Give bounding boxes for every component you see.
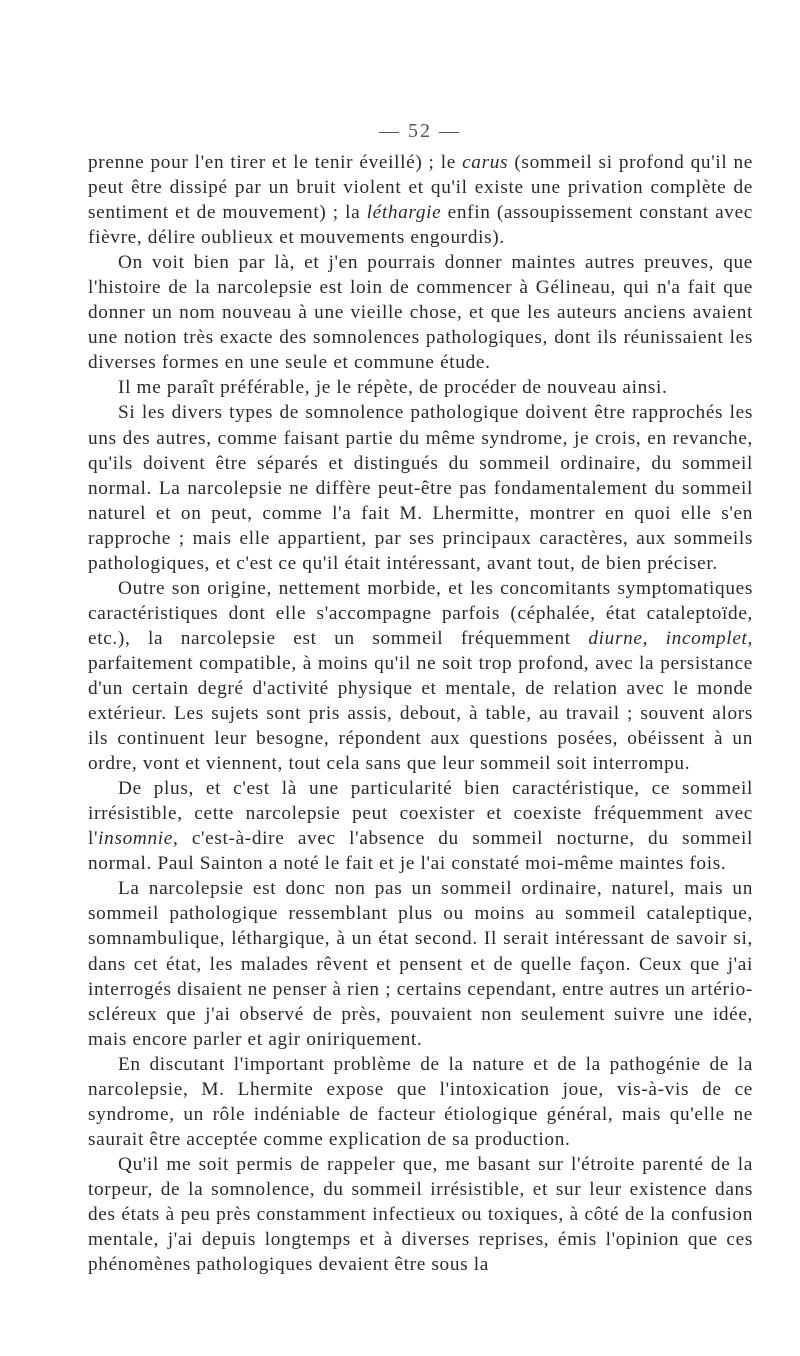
paragraph: [88, 1152, 753, 1277]
italic-term: insomnie,: [98, 828, 179, 850]
text-run: La narcolepsie est donc non pas un sommeil ordinaire, naturel, mais un sommeil pathologique ressemblant plus ou moins au sommeil cataleptique, somnambulique, léthargique, à un état second. Il serait intéressant de savoir si, dans cet état, les malades rêvent et pensent et de quelle façon. Ceux que j'ai interrogés disaient ne penser à rien ; certains cependant, entre autres un artério-scléreux que j'ai observé de près, pouvaient non seulement suivre une idée, mais encore parler et agir oniriquement.: [88, 878, 753, 1050]
text-run: Outre son origine, nettement morbide, et les concomitants symptomatiques caractéristiques dont elle s'accompagne parfois (céphalée, état cataleptoïde, etc.), la narcolepsie est un sommeil fréquemment: [88, 577, 753, 649]
text-run: Qu'il me soit permis de rappeler que, me basant sur l'étroite parenté de la torpeur, de la somnolence, du sommeil irrésistible, et sur leur existence dans des états à peu près constamment infectieux ou toxiques, à côté de la confusion mentale, j'ai depuis longtemps et à diverses reprises, émis l'opinion que ces phénomènes pathologiques devaient être sous la: [88, 1153, 753, 1276]
page-number: — 52 —: [379, 120, 461, 142]
text-run: En discutant l'important problème de la nature et de la pathogénie de la narcolepsie, M. Lhermite expose que l'intoxication joue, vis-à-vis de ce syndrome, un rôle indéniable de facteur étiologique général, mais qu'elle ne saurait être acceptée comme explication de sa production.: [88, 1053, 753, 1150]
text-run: prenne pour l'en tirer et le tenir éveillé) ; le: [88, 152, 463, 173]
body-text: [88, 150, 753, 1277]
italic-term: diurne, incomplet,: [588, 627, 753, 649]
paragraph: [88, 400, 753, 575]
italic-term: carus: [462, 152, 509, 173]
text-run: parfaitement compatible, à moins qu'il ne soit trop profond, avec la persistance d'un certain degré d'activité physique et mentale, de relation avec le monde extérieur. Les sujets sont pris assis, debout, à table, au travail ; souvent alors ils continuent leur besogne, répondent aux questions posées, obéissent à un ordre, vont et viennent, tout cela sans que leur sommeil soit interrompu.: [88, 652, 753, 775]
text-run: Il me paraît préférable, je le répète, de procéder de nouveau ainsi.: [118, 377, 668, 399]
text-run: (sommeil si profond qu'il ne peut être dissipé par un bruit violent et qu'il existe une privation complète de sentiment et de mouvement) ; la: [88, 152, 753, 224]
paragraph: [88, 150, 753, 250]
paragraph: [88, 1052, 753, 1152]
paragraph: [88, 576, 753, 776]
paragraph: [88, 375, 753, 400]
text-run: On voit bien par là, et j'en pourrais donner maintes autres preuves, que l'histoire de la narcolepsie est loin de commencer à Gélineau, qui n'a fait que donner un nom nouveau à une vieille chose, et que les auteurs anciens avaient une notion très exacte des somnolences pathologiques, dont ils réunissaient les diverses formes en une seule et commune étude.: [88, 252, 753, 374]
paragraph: [88, 250, 753, 375]
italic-term: léthargie: [366, 202, 442, 224]
text-run: enfin (assoupissement constant avec fièvre, délire oublieux et mouvements engourdis).: [88, 202, 753, 249]
text-run: c'est-à-dire avec l'absence du sommeil nocturne, du sommeil normal. Paul Sainton a noté le fait et je l'ai constaté moi-même maintes fois.: [88, 828, 753, 875]
paragraph: [88, 876, 753, 1051]
text-run: Si les divers types de somnolence pathologique doivent être rapprochés les uns des autres, comme faisant partie du même syndrome, je crois, en revanche, qu'ils doivent être séparés et distingués du sommeil ordinaire, du sommeil normal. La narcolepsie ne diffère peut-être pas fondamentalement du sommeil naturel et on peut, comme l'a fait M. Lhermitte, montrer en quoi elle s'en rapproche ; mais elle appartient, par ses principaux caractères, aux sommeils pathologiques, et c'est ce qu'il était intéressant, avant tout, de bien préciser.: [88, 402, 753, 574]
text-run: De plus, et c'est là une particularité bien caractéristique, ce sommeil irrésistible, cette narcolepsie peut coexister et coexiste fréquemment avec l': [88, 778, 753, 850]
paragraph: [88, 776, 753, 876]
